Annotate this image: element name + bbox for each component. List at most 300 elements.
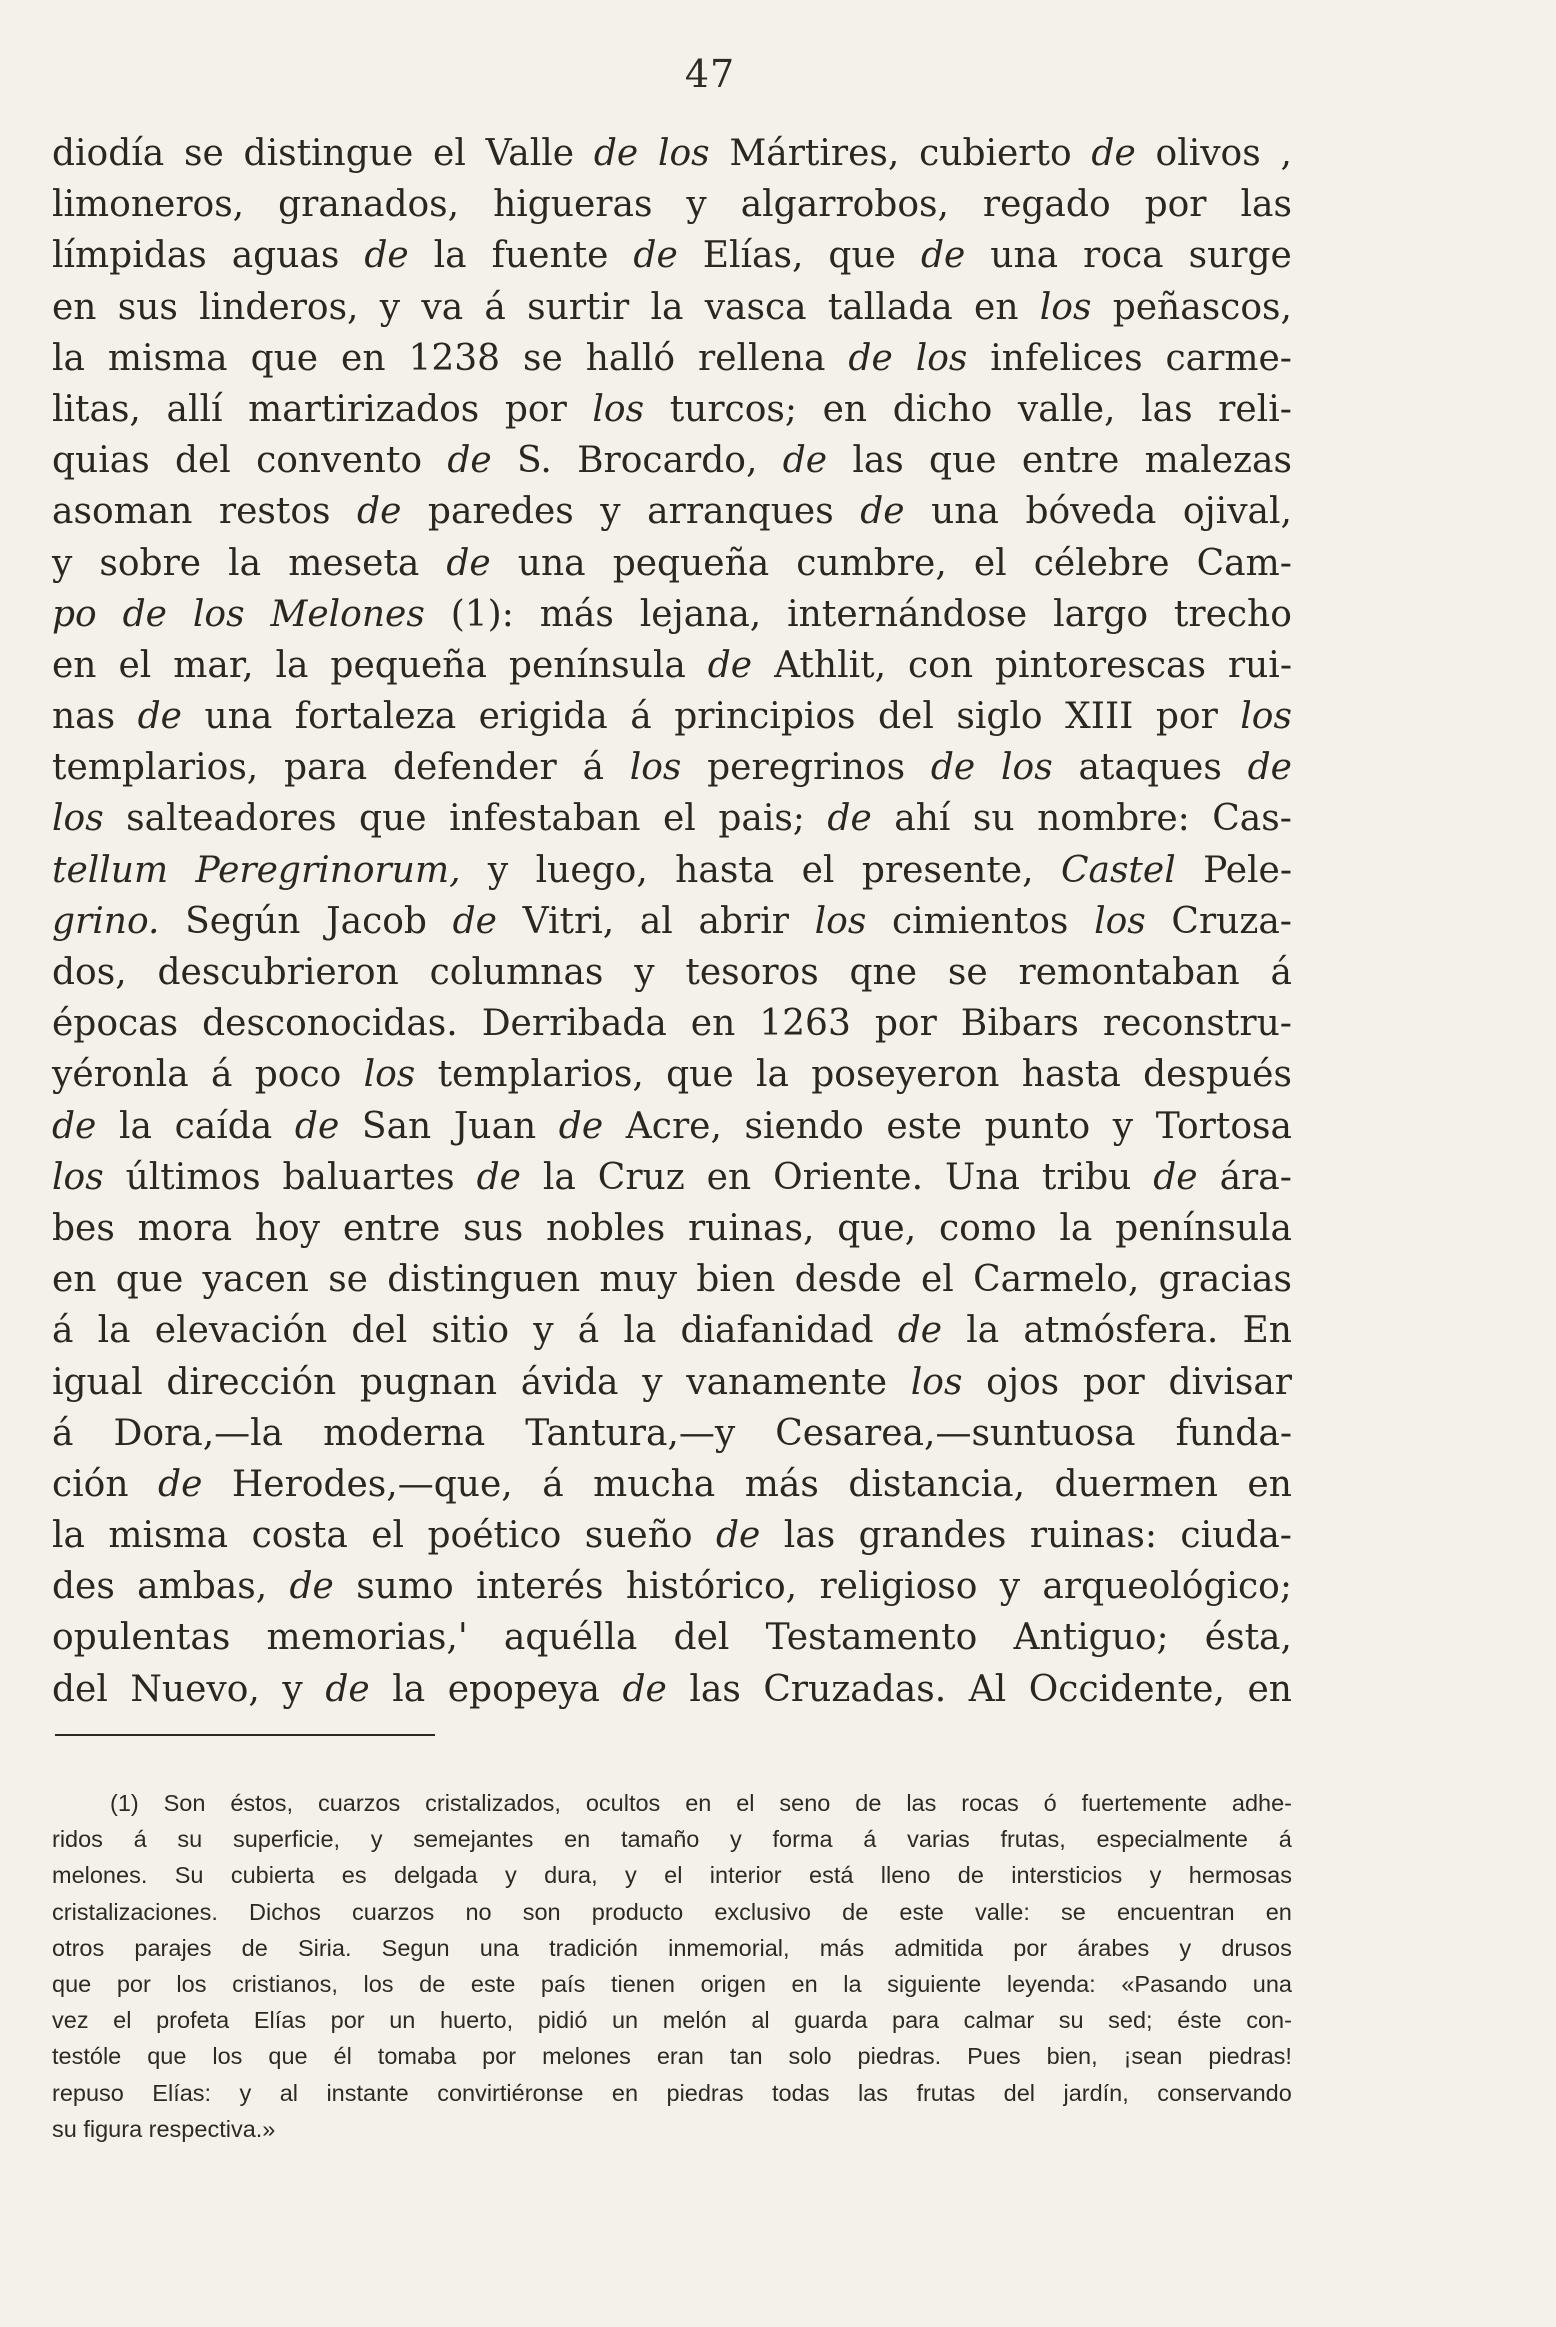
word: baluartes	[282, 1156, 455, 1198]
word: pequeña	[612, 542, 770, 584]
word: los	[52, 798, 104, 840]
word: los	[363, 1054, 416, 1096]
word: y	[1112, 1105, 1134, 1147]
footnote-line	[52, 1857, 1292, 1893]
word: después	[1143, 1054, 1292, 1096]
word: tribu	[1041, 1156, 1132, 1198]
word: y	[504, 1862, 517, 1889]
word: presente,	[861, 849, 1034, 891]
word: de	[855, 1790, 882, 1816]
word: él	[333, 2043, 352, 2070]
word: tallada	[827, 286, 953, 328]
word: y	[52, 542, 73, 584]
word: ,	[1280, 133, 1292, 174]
word: Carmelo,	[973, 1259, 1140, 1301]
word: de	[419, 1970, 446, 1997]
word: siguiente	[887, 1970, 982, 1997]
word: misma	[108, 1515, 229, 1557]
footnote-line	[52, 2038, 1292, 2074]
word: memorias,'	[266, 1617, 468, 1659]
word: ataques	[1078, 747, 1222, 789]
word: calmar	[963, 2007, 1035, 2034]
text-line	[52, 538, 1292, 589]
word: gracias	[1158, 1259, 1292, 1301]
word: abrir	[698, 900, 789, 942]
word: histórico,	[625, 1566, 798, 1608]
word: del	[878, 696, 934, 738]
word: Derribada	[481, 1003, 667, 1045]
word: granados,	[278, 184, 460, 226]
word: su	[1058, 2007, 1084, 2034]
word: todas	[772, 2079, 830, 2106]
word: diodía	[52, 133, 165, 174]
word: desde	[794, 1259, 902, 1301]
word: sobre	[99, 542, 202, 584]
word: San	[361, 1105, 432, 1147]
word: Son	[163, 1790, 206, 1816]
word: por	[504, 388, 567, 430]
word: el	[921, 1259, 954, 1301]
word: arranques	[647, 491, 834, 533]
word: los	[1094, 900, 1146, 942]
word: las	[1240, 184, 1292, 226]
word: célebre	[1033, 542, 1170, 584]
text-line	[52, 1561, 1292, 1612]
word: que	[147, 2043, 187, 2070]
word: el	[664, 1862, 683, 1889]
word: la	[52, 1515, 85, 1557]
word: Segun	[381, 1934, 450, 1961]
word: el	[663, 798, 696, 840]
word: nombre:	[1037, 798, 1190, 840]
word: son	[522, 1898, 561, 1925]
word: muy	[599, 1259, 678, 1301]
word: carme-	[1165, 337, 1292, 379]
word: nas	[52, 696, 116, 738]
word: de	[1247, 747, 1292, 789]
word: los	[629, 747, 682, 789]
word: surtir	[527, 286, 630, 328]
word: al	[279, 2079, 298, 2106]
word: de	[357, 491, 402, 533]
word: Cas-	[1212, 798, 1292, 840]
word: Mártires,	[729, 133, 900, 174]
word: Peregrinorum,	[195, 849, 461, 891]
word: la	[623, 1310, 657, 1352]
word: á	[1278, 1826, 1292, 1853]
word: siglo	[956, 696, 1043, 738]
word: nobles	[545, 1207, 666, 1249]
word: y	[533, 1310, 554, 1352]
word: el	[433, 133, 466, 174]
word: los	[212, 2043, 243, 2070]
word: sueño	[584, 1515, 693, 1557]
word: Oriente.	[773, 1156, 924, 1198]
word: en	[1265, 1898, 1292, 1925]
word: linderos,	[199, 286, 359, 328]
word: costa	[251, 1515, 348, 1557]
word: con	[907, 644, 974, 686]
word: tellum	[52, 849, 169, 891]
footnote-line	[52, 2075, 1292, 2111]
word: Cruza-	[1171, 900, 1292, 942]
word: y	[379, 286, 401, 328]
word: península	[508, 644, 686, 686]
text-line	[52, 1049, 1292, 1100]
word: los	[1001, 747, 1053, 789]
word: ciuda-	[1180, 1515, 1292, 1557]
word: de	[707, 644, 753, 686]
word: punto	[984, 1105, 1091, 1147]
word: (1)	[110, 1790, 139, 1816]
word: por	[116, 1970, 151, 1997]
word: la	[52, 337, 85, 379]
word: los	[814, 900, 867, 942]
word: del	[52, 1668, 108, 1710]
word: se	[1061, 1898, 1086, 1925]
word: Testamento	[765, 1617, 978, 1659]
word: siendo	[744, 1105, 864, 1147]
word: de	[364, 235, 409, 277]
word: de	[446, 542, 491, 584]
word: bes	[52, 1207, 115, 1249]
word: Jacob	[326, 900, 427, 942]
word: los	[1240, 696, 1292, 738]
word: pintorescas	[994, 644, 1206, 686]
word: cristalizaciones.	[52, 1898, 218, 1925]
word: y	[642, 1361, 663, 1403]
word: bien	[696, 1259, 776, 1301]
word: turcos;	[669, 388, 797, 430]
word: por	[1082, 1361, 1145, 1403]
word: otros	[52, 1934, 105, 1961]
word: asoman	[52, 491, 193, 533]
word: la	[392, 1668, 426, 1710]
footnote-line: su figura respectiva.»	[52, 2115, 276, 2142]
word: éste	[1177, 2007, 1222, 2034]
word: que	[115, 1259, 184, 1301]
word: allí	[166, 388, 223, 430]
word: encuentran	[1116, 1898, 1235, 1925]
word: interés	[476, 1566, 604, 1608]
word: bien,	[1046, 2043, 1098, 2070]
word: un	[389, 2007, 416, 2034]
word: Athlit,	[774, 644, 887, 686]
word: roca	[1083, 235, 1164, 277]
word: distancia,	[848, 1463, 1026, 1505]
word: des	[52, 1566, 115, 1608]
footnote-line	[52, 1821, 1292, 1857]
word: mar,	[173, 644, 254, 686]
word: se	[523, 337, 563, 379]
word: seno	[779, 1790, 831, 1816]
word: especialmente	[1096, 1826, 1249, 1853]
word: valle:	[974, 1898, 1030, 1925]
word: de	[52, 1105, 97, 1147]
word: litas,	[52, 388, 141, 430]
word: de	[827, 798, 872, 840]
word: aguas	[231, 235, 340, 277]
text-line	[52, 640, 1292, 691]
word: reconstru-	[1102, 1003, 1292, 1045]
word: los	[52, 1156, 104, 1198]
word: Pele-	[1203, 849, 1292, 891]
word: funda-	[1175, 1412, 1292, 1454]
word: 1263	[759, 1003, 851, 1045]
word: la	[542, 1156, 576, 1198]
word: y	[1179, 1934, 1192, 1961]
word: la	[433, 235, 467, 277]
word: huerto,	[439, 2007, 514, 2034]
footnote	[52, 1785, 1292, 2147]
word: en	[1247, 1463, 1292, 1505]
word: ambas,	[137, 1566, 268, 1608]
word: cubierto	[919, 133, 1072, 174]
word: por	[1155, 696, 1218, 738]
word: la	[228, 542, 262, 584]
word: surge	[1188, 235, 1292, 277]
word: al	[751, 2007, 770, 2034]
word: con-	[1246, 2007, 1292, 2034]
word: que,	[837, 1207, 917, 1249]
word: ocultos	[585, 1790, 661, 1816]
word: la	[275, 644, 309, 686]
text-line	[52, 1510, 1292, 1561]
word: fortaleza	[294, 696, 457, 738]
word: infestaban	[449, 798, 641, 840]
word: remontaban	[1018, 952, 1240, 993]
word: testóle	[52, 2043, 122, 2070]
word: pugnan	[359, 1361, 497, 1403]
word: y	[600, 491, 621, 533]
word: poseyeron	[811, 1054, 1000, 1096]
word: leyenda:	[1006, 1970, 1096, 1997]
word: de	[593, 133, 639, 174]
word: Una	[944, 1156, 1020, 1198]
word: los	[657, 133, 710, 174]
word: y	[686, 184, 707, 226]
word: el	[113, 2007, 132, 2034]
word: higueras	[493, 184, 653, 226]
text-line	[52, 1203, 1292, 1254]
word: árabes	[1077, 1934, 1150, 1961]
word: épocas	[52, 1003, 179, 1045]
word: jardín,	[1063, 2079, 1129, 2106]
word: varias	[907, 1826, 970, 1853]
word: hermosas	[1188, 1862, 1292, 1889]
word: de	[920, 235, 966, 277]
word: Cesarea,—suntuosa	[775, 1412, 1136, 1454]
word: regado	[982, 184, 1111, 226]
word: que	[828, 235, 896, 277]
text-line	[52, 1357, 1292, 1408]
word: convirtiéronse	[437, 2079, 584, 2106]
word: de	[558, 1105, 604, 1147]
word: de	[137, 696, 182, 738]
word: distingue	[243, 133, 414, 174]
word: intersticios	[1011, 1862, 1123, 1889]
word: de	[241, 1934, 268, 1961]
word: algarrobos,	[740, 184, 949, 226]
word: internándose	[787, 593, 1028, 635]
word: que	[359, 798, 427, 840]
word: últimos	[125, 1156, 261, 1198]
word: se	[947, 952, 988, 993]
word: hasta	[675, 849, 775, 891]
word: Tortosa	[1155, 1105, 1292, 1147]
word: malezas	[1144, 440, 1292, 482]
word: Cruz	[597, 1156, 685, 1198]
word: por	[1013, 1934, 1048, 1961]
word: Occidente,	[1028, 1668, 1225, 1710]
footnote-line	[52, 1894, 1292, 1930]
word: elevación	[154, 1310, 328, 1352]
word: olivos	[1155, 133, 1261, 174]
text-line	[52, 282, 1292, 333]
word: Castel	[1060, 849, 1176, 891]
word: delgada	[393, 1862, 478, 1889]
word: erigida	[478, 696, 608, 738]
word: de	[716, 1515, 761, 1557]
word: pequeña	[330, 644, 487, 686]
word: igual	[52, 1361, 143, 1403]
word: tradición	[549, 1934, 638, 1961]
word: Herodes,—que,	[231, 1463, 513, 1505]
word: del	[174, 440, 231, 482]
word: de	[957, 1862, 984, 1889]
text-line	[52, 230, 1292, 281]
word: el	[801, 849, 835, 891]
word: paredes	[427, 491, 574, 533]
word: infelices	[990, 337, 1143, 379]
word: moderna	[323, 1412, 486, 1454]
word: quias	[52, 440, 150, 482]
word: ávida	[520, 1361, 619, 1403]
word: (1):	[450, 593, 514, 635]
word: va	[421, 286, 464, 328]
word: ára-	[1219, 1156, 1292, 1198]
word: ¡sean	[1123, 2043, 1183, 2070]
word: para	[284, 747, 368, 789]
word: frutas,	[1000, 1826, 1066, 1853]
word: divisar	[1168, 1361, 1292, 1403]
page-number: 47	[684, 52, 736, 96]
word: tesoros	[685, 952, 819, 993]
word: del	[1003, 2079, 1036, 2106]
text-line	[52, 128, 1292, 179]
word: misma	[107, 337, 228, 379]
footnote-divider	[55, 1734, 435, 1736]
word: del	[351, 1310, 408, 1352]
word: su	[972, 798, 1015, 840]
word: Tantura,—y	[525, 1412, 736, 1454]
word: trecho	[1173, 593, 1292, 635]
word: este	[886, 1105, 962, 1147]
word: una	[1252, 1970, 1292, 1997]
text-line	[52, 1459, 1292, 1510]
word: fuertemente	[1081, 1790, 1207, 1816]
word: las	[783, 1515, 836, 1557]
word: semejantes	[413, 1826, 534, 1853]
word: las	[689, 1668, 741, 1710]
word: la	[755, 1054, 789, 1096]
word: una	[479, 1934, 519, 1961]
word: dicho	[892, 388, 993, 430]
word: la	[966, 1310, 1000, 1352]
word: profeta	[156, 2007, 230, 2034]
word: drusos	[1221, 1934, 1292, 1961]
word: y	[999, 1566, 1021, 1608]
word: las	[852, 440, 904, 482]
word: repuso	[52, 2079, 124, 2106]
word: duermen	[1054, 1463, 1218, 1505]
word: de	[930, 747, 976, 789]
word: columnas	[429, 952, 604, 993]
word: aquélla	[503, 1617, 638, 1659]
text-line	[52, 486, 1292, 537]
text-line	[52, 896, 1292, 947]
word: el	[736, 1790, 755, 1816]
word: templarios,	[437, 1054, 644, 1096]
word: reli-	[1218, 388, 1292, 430]
word: una	[517, 542, 586, 584]
word: meseta	[288, 542, 420, 584]
word: pais;	[718, 798, 805, 840]
word: frutas	[916, 2079, 976, 2106]
word: los	[363, 1970, 394, 1997]
word: parajes	[134, 1934, 212, 1961]
word: martirizados	[248, 388, 480, 430]
text-line	[52, 793, 1292, 844]
word: á	[210, 1054, 233, 1096]
word: tienen	[610, 1970, 675, 1997]
word: la	[1059, 1207, 1093, 1249]
word: mora	[137, 1207, 233, 1249]
word: las	[906, 1790, 937, 1816]
word: de	[158, 1463, 203, 1505]
word: tomaba	[377, 2043, 457, 2070]
word: en	[974, 286, 1019, 328]
word: yacen	[202, 1259, 309, 1301]
word: rellena	[697, 337, 826, 379]
word: vasca	[704, 286, 807, 328]
word: un	[611, 2007, 639, 2034]
word: valle,	[1017, 388, 1116, 430]
word: epopeya	[447, 1668, 600, 1710]
word: por	[874, 1003, 937, 1045]
word: en	[791, 1970, 818, 1997]
word: ción	[52, 1463, 129, 1505]
word: Vitri,	[522, 900, 615, 942]
word: cimientos	[891, 900, 1069, 942]
word: en	[52, 644, 97, 686]
word: por	[1144, 184, 1207, 226]
word: rocas	[961, 1790, 1019, 1816]
word: conservando	[1157, 2079, 1292, 2106]
word: que	[52, 1970, 92, 1997]
word: y	[730, 1826, 742, 1853]
word: largo	[1053, 593, 1148, 635]
word: y	[487, 849, 509, 891]
text-line	[52, 384, 1292, 435]
word: En	[1242, 1310, 1292, 1352]
word: que	[666, 1054, 734, 1096]
word: y	[634, 952, 655, 993]
word: arqueológico;	[1042, 1566, 1292, 1608]
word: como	[938, 1207, 1037, 1249]
word: solo	[788, 2043, 832, 2070]
text-line	[52, 1101, 1292, 1152]
